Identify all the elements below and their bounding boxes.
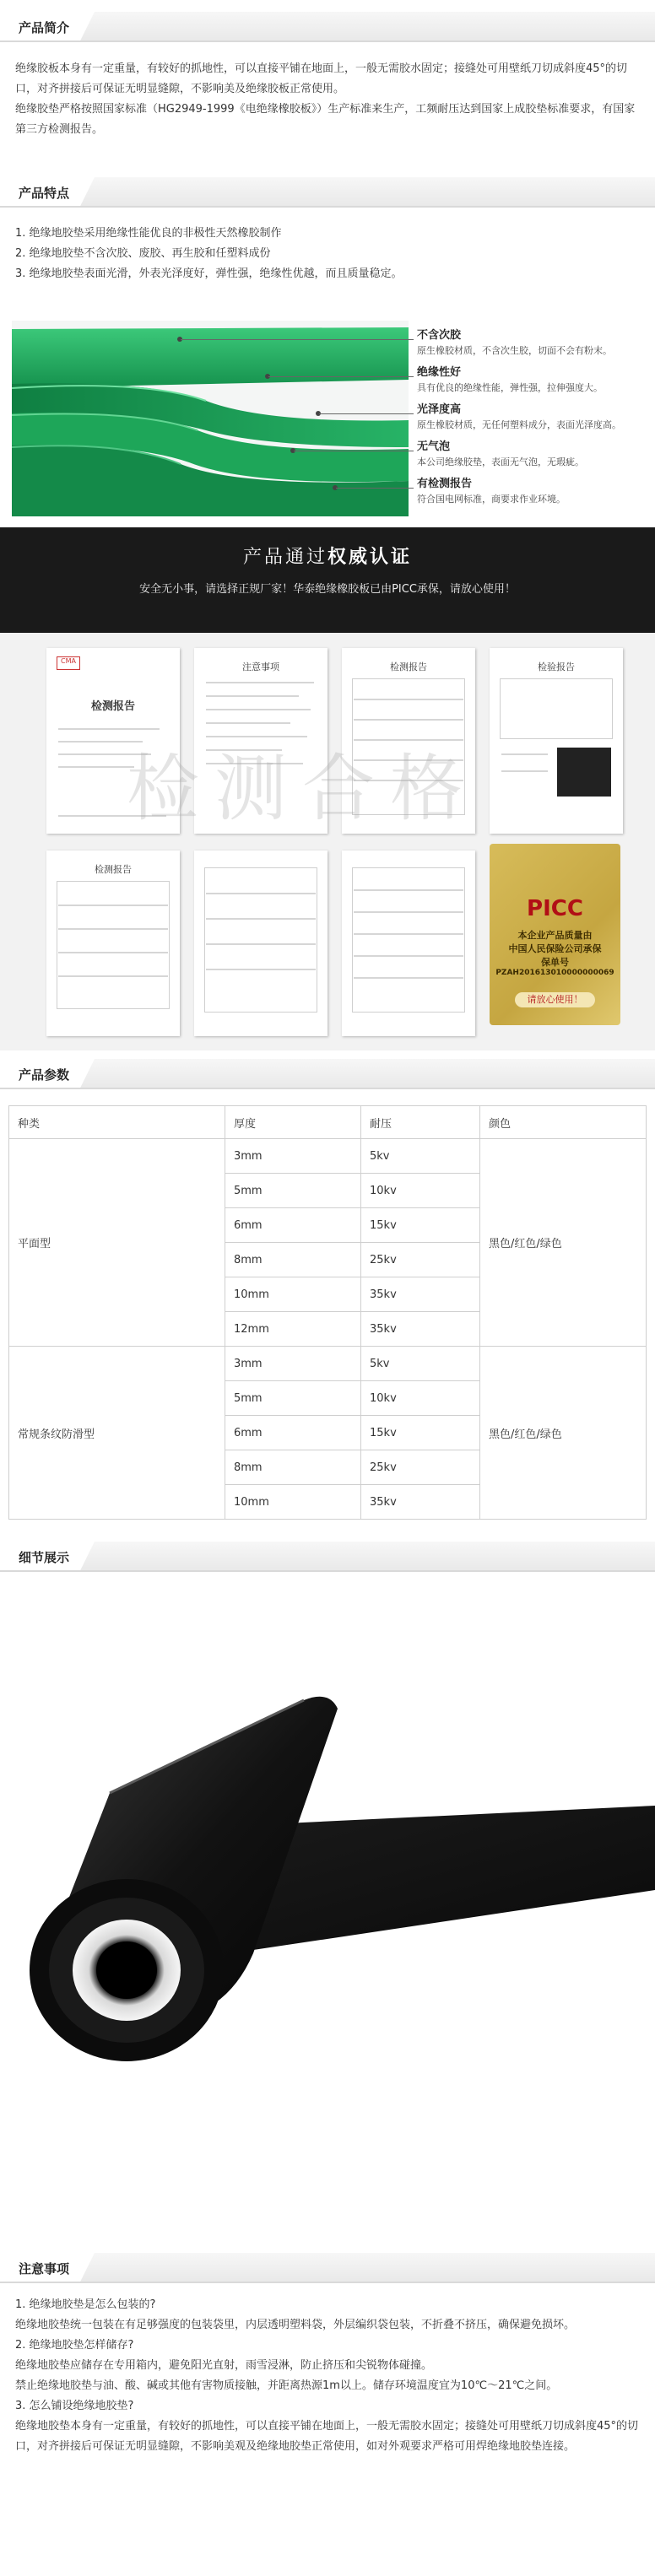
authority-subtitle: 安全无小事，请选择正规厂家！华泰绝缘橡胶板已由PICC承保，请放心使用！	[139, 583, 516, 596]
text-line	[354, 719, 463, 721]
leader-line	[319, 413, 414, 414]
text-line	[206, 709, 311, 710]
text-line	[58, 952, 168, 953]
thickness-cell: 8mm	[225, 1450, 361, 1485]
doc-title: 检测报告	[390, 662, 427, 672]
certificate-document	[490, 648, 623, 834]
params-table	[8, 1105, 647, 1520]
voltage-cell: 35kv	[361, 1312, 480, 1347]
text-line	[206, 969, 316, 970]
callout-text: 原生橡胶材质，无任何塑料成分，表面光泽度高。	[417, 419, 621, 430]
text-line	[354, 699, 463, 700]
stamp-icon: CMA	[57, 656, 80, 670]
intro-paragraph-2: 绝缘胶垫严格按照国家标准（HG2949-1999《电绝缘橡胶板》）生产标准来生产，工频耐压达到国家上成胶垫标准要求，有国家第三方检测报告。	[15, 103, 636, 136]
section-title: 产品简介	[19, 20, 70, 35]
note-answer: 绝缘地胶垫本身有一定重量，有较好的抓地性，可以直接平铺在地面上，一般无需胶水固定；接缝处可用壁纸刀切成斜度45°的切口，对齐拼接后可保证无明显缝隙，不影响美观及绝缘地胶垫正常使用，如对外观要求严格可用焊绝缘地胶垫连接。	[15, 2420, 639, 2453]
header-bar	[0, 12, 655, 42]
table-header-row	[9, 1106, 647, 1139]
note-question: 2. 绝缘地胶垫怎样储存?	[15, 2339, 134, 2352]
doc-title: 检测报告	[95, 864, 132, 875]
certificate-document	[342, 851, 475, 1036]
color-cell: 黑色/红色/绿色	[480, 1139, 647, 1347]
column-header: 厚度	[225, 1106, 361, 1139]
feature-item: 2. 绝缘地胶垫不含次胶、废胶、再生胶和任塑料成份	[15, 247, 271, 260]
leader-line	[336, 488, 414, 489]
text-line	[354, 933, 463, 935]
certificate-document	[194, 851, 328, 1036]
callout-heading: 有检测报告	[417, 478, 473, 490]
section-title: 细节展示	[19, 1550, 70, 1565]
voltage-cell: 25kv	[361, 1450, 480, 1485]
table-row	[9, 1139, 647, 1174]
column-header: 颜色	[480, 1106, 647, 1139]
callout-heading: 不含次胶	[417, 329, 462, 342]
section-header-detail	[0, 1542, 655, 1570]
voltage-cell: 35kv	[361, 1277, 480, 1312]
text-line	[206, 918, 316, 920]
notes-text	[15, 2295, 644, 2457]
callout-no-bubbles	[417, 437, 643, 468]
note-question: 3. 怎么铺设绝缘地胶垫?	[15, 2400, 134, 2412]
text-line	[206, 722, 290, 724]
text-line	[501, 753, 548, 755]
doc-title: 检测报告	[90, 700, 135, 713]
table-row	[9, 1347, 647, 1381]
text-line	[354, 955, 463, 957]
text-line	[206, 695, 299, 697]
thickness-cell: 5mm	[225, 1174, 361, 1208]
leader-line	[181, 339, 414, 340]
text-line	[354, 889, 463, 891]
picc-logo: PICC	[527, 896, 583, 921]
authority-title	[0, 543, 655, 569]
voltage-cell: 5kv	[361, 1139, 480, 1174]
thickness-cell: 10mm	[225, 1485, 361, 1520]
note-answer: 绝缘地胶垫统一包装在有足够强度的包装袋里，内层透明塑料袋，外层编织袋包装，不折叠不挤压，确保避免损坏。	[15, 2319, 576, 2331]
doc-table	[57, 881, 170, 1009]
text-line	[58, 905, 168, 906]
feature-item: 1. 绝缘地胶垫采用绝缘性能优良的非极性天然橡胶制作	[15, 227, 282, 240]
thickness-cell: 5mm	[225, 1381, 361, 1416]
callout-heading: 绝缘性好	[417, 366, 462, 379]
header-bar	[0, 177, 655, 208]
thickness-cell: 6mm	[225, 1416, 361, 1450]
voltage-cell: 35kv	[361, 1485, 480, 1520]
callout-heading: 无气泡	[417, 440, 451, 453]
doc-table	[500, 678, 613, 739]
watermark-text: 检测合格	[127, 747, 478, 831]
type-cell: 常规条纹防滑型	[9, 1347, 225, 1520]
black-rubber-roll-illustration	[0, 1574, 655, 2240]
thickness-cell: 12mm	[225, 1312, 361, 1347]
picc-line: 本企业产品质量由	[517, 930, 593, 941]
voltage-cell: 5kv	[361, 1347, 480, 1381]
section-title: 注意事项	[19, 2261, 70, 2276]
section-title: 产品参数	[19, 1067, 70, 1083]
callout-text: 本公司绝缘胶垫，表面无气泡，无瑕疵。	[417, 456, 584, 467]
note-question: 1. 绝缘地胶垫是怎么包装的?	[15, 2298, 156, 2311]
intro-text	[15, 59, 640, 140]
text-line	[58, 975, 168, 977]
text-line	[354, 977, 463, 979]
picc-insurance-card	[490, 844, 620, 1025]
doc-title: 检验报告	[538, 662, 575, 672]
text-line	[354, 911, 463, 913]
feature-image	[12, 321, 643, 516]
feature-item: 3. 绝缘地胶垫表面光滑，外表光泽度好，弹性强，绝缘性优越，而且质量稳定。	[15, 267, 403, 280]
text-line	[58, 928, 168, 930]
picc-policy-number: PZAH201613010000000069	[495, 969, 614, 977]
callout-text: 原生橡胶材质，不含次生胶，切面不会有粉末。	[417, 345, 612, 356]
product-photo	[0, 1574, 655, 2240]
thickness-cell: 10mm	[225, 1277, 361, 1312]
thickness-cell: 8mm	[225, 1243, 361, 1277]
thickness-cell: 6mm	[225, 1208, 361, 1243]
note-answer: 禁止绝缘地胶垫与油、酸、碱或其他有害物质接触，并距离热源1m以上。储存环境温度宜为10℃～21℃之间。	[15, 2379, 558, 2392]
section-header-params	[0, 1059, 655, 1088]
voltage-cell: 10kv	[361, 1174, 480, 1208]
header-bar	[0, 1059, 655, 1089]
text-line	[206, 943, 316, 945]
note-answer: 绝缘地胶垫应储存在专用箱内，避免阳光直射，雨雪浸淋，防止挤压和尖锐物体碰撞。	[15, 2359, 433, 2372]
text-line	[206, 893, 316, 894]
callout-text: 符合国电网标准，商要求作业环境。	[417, 494, 566, 505]
doc-title: 注意事项	[242, 662, 279, 672]
authority-banner	[0, 527, 655, 633]
sample-photo	[557, 748, 611, 797]
callout-test-report	[417, 474, 643, 505]
callout-text: 具有优良的绝缘性能，弹性强，拉伸强度大。	[417, 382, 603, 393]
voltage-cell: 25kv	[361, 1243, 480, 1277]
picc-line: 中国人民保险公司承保	[508, 943, 602, 954]
doc-table	[204, 867, 317, 1013]
column-header: 种类	[9, 1106, 225, 1139]
text-line	[206, 682, 314, 683]
text-line	[58, 766, 134, 768]
section-title: 产品特点	[19, 186, 70, 201]
callout-gloss	[417, 400, 643, 431]
callout-no-secondary-rubber	[417, 326, 643, 357]
features-list	[15, 224, 640, 284]
certificates-panel	[0, 633, 655, 1050]
voltage-cell: 15kv	[361, 1208, 480, 1243]
voltage-cell: 10kv	[361, 1381, 480, 1416]
type-cell: 平面型	[9, 1139, 225, 1347]
picc-seal: 请放心使用！	[515, 992, 595, 1007]
section-header-notes	[0, 2253, 655, 2282]
text-line	[501, 770, 548, 772]
leader-line	[268, 376, 414, 377]
thickness-cell: 3mm	[225, 1347, 361, 1381]
header-bar	[0, 1542, 655, 1572]
authority-title-bold: 权威认证	[328, 547, 413, 568]
header-bar	[0, 2253, 655, 2283]
voltage-cell: 15kv	[361, 1416, 480, 1450]
callout-heading: 光泽度高	[417, 403, 462, 416]
section-header-intro	[0, 12, 655, 41]
intro-paragraph-1: 绝缘胶板本身有一定重量，有较好的抓地性，可以直接平铺在地面上，一般无需胶水固定；接缝处可用壁纸刀切成斜度45°的切口，对齐拼接后可保证无明显缝隙，不影响美及绝缘胶板正常使用。	[15, 62, 628, 95]
certificate-document	[46, 851, 180, 1036]
callout-insulation	[417, 363, 643, 394]
column-header: 耐压	[361, 1106, 480, 1139]
section-header-features	[0, 177, 655, 206]
authority-title-plain: 产品通过	[242, 547, 328, 568]
picc-line: 保单号	[541, 957, 569, 968]
thickness-cell: 3mm	[225, 1139, 361, 1174]
color-cell: 黑色/红色/绿色	[480, 1347, 647, 1520]
